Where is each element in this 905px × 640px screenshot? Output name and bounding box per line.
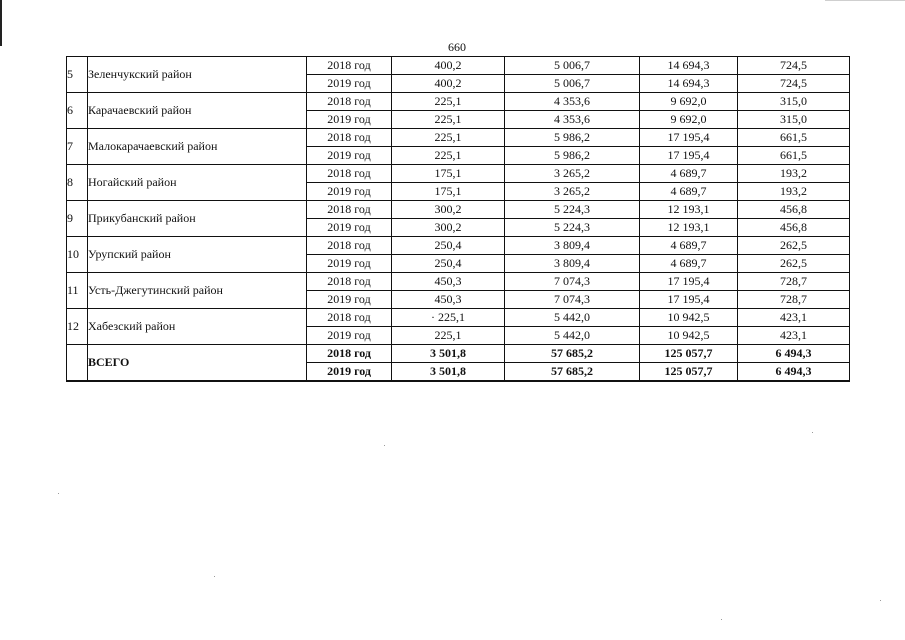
- year-cell: 2019 год: [307, 219, 392, 237]
- row-number: 8: [67, 165, 88, 201]
- district-name: Карачаевский район: [88, 93, 307, 129]
- row-number: 5: [67, 57, 88, 93]
- value-cell: 728,7: [738, 273, 850, 291]
- scan-edge-top: [825, 0, 905, 1]
- value-cell: 7 074,3: [505, 291, 640, 309]
- value-cell: 4 689,7: [640, 165, 738, 183]
- year-cell: 2019 год: [307, 147, 392, 165]
- district-name: Урупский район: [88, 237, 307, 273]
- year-cell: 2019 год: [307, 363, 392, 382]
- total-value-cell: 125 057,7: [640, 363, 738, 382]
- total-value-cell: 3 501,8: [392, 363, 505, 382]
- year-cell: 2019 год: [307, 111, 392, 129]
- value-cell: 724,5: [738, 75, 850, 93]
- value-cell: 5 224,3: [505, 219, 640, 237]
- value-cell: 315,0: [738, 111, 850, 129]
- year-cell: 2018 год: [307, 57, 392, 75]
- value-cell: 10 942,5: [640, 309, 738, 327]
- total-row: [67, 345, 850, 363]
- value-cell: · 225,1: [392, 309, 505, 327]
- table-row: [67, 93, 850, 111]
- value-cell: 17 195,4: [640, 291, 738, 309]
- value-cell: 9 692,0: [640, 93, 738, 111]
- value-cell: 315,0: [738, 93, 850, 111]
- district-name: Усть-Джегутинский район: [88, 273, 307, 309]
- value-cell: 4 689,7: [640, 237, 738, 255]
- year-cell: 2018 год: [307, 93, 392, 111]
- value-cell: 4 353,6: [505, 111, 640, 129]
- table-row: [67, 309, 850, 327]
- district-name: Малокарачаевский район: [88, 129, 307, 165]
- year-cell: 2018 год: [307, 129, 392, 147]
- value-cell: 300,2: [392, 201, 505, 219]
- value-cell: 5 006,7: [505, 57, 640, 75]
- district-name: Прикубанский район: [88, 201, 307, 237]
- value-cell: 3 809,4: [505, 255, 640, 273]
- value-cell: 9 692,0: [640, 111, 738, 129]
- value-cell: 225,1: [392, 93, 505, 111]
- table-row: [67, 57, 850, 75]
- value-cell: 225,1: [392, 111, 505, 129]
- value-cell: 175,1: [392, 183, 505, 201]
- value-cell: 5 986,2: [505, 129, 640, 147]
- scan-speck: [58, 493, 59, 494]
- row-number: 9: [67, 201, 88, 237]
- value-cell: 225,1: [392, 147, 505, 165]
- total-value-cell: 6 494,3: [738, 363, 850, 382]
- scan-speck: [880, 600, 881, 601]
- value-cell: 5 442,0: [505, 309, 640, 327]
- year-cell: 2018 год: [307, 345, 392, 363]
- value-cell: 262,5: [738, 255, 850, 273]
- value-cell: 10 942,5: [640, 327, 738, 345]
- year-cell: 2019 год: [307, 255, 392, 273]
- scan-speck: [812, 432, 813, 433]
- row-number: 12: [67, 309, 88, 345]
- data-table: [66, 56, 850, 382]
- value-cell: 14 694,3: [640, 57, 738, 75]
- value-cell: 661,5: [738, 147, 850, 165]
- value-cell: 450,3: [392, 273, 505, 291]
- value-cell: 7 074,3: [505, 273, 640, 291]
- scan-speck: [214, 576, 215, 577]
- value-cell: 17 195,4: [640, 129, 738, 147]
- year-cell: 2019 год: [307, 75, 392, 93]
- value-cell: 193,2: [738, 165, 850, 183]
- value-cell: 5 006,7: [505, 75, 640, 93]
- value-cell: 456,8: [738, 219, 850, 237]
- scan-speck: [721, 619, 722, 620]
- value-cell: 3 265,2: [505, 165, 640, 183]
- row-number: 6: [67, 93, 88, 129]
- year-cell: 2019 год: [307, 183, 392, 201]
- value-cell: 423,1: [738, 327, 850, 345]
- value-cell: 400,2: [392, 75, 505, 93]
- value-cell: 12 193,1: [640, 201, 738, 219]
- total-value-cell: 125 057,7: [640, 345, 738, 363]
- district-name: Хабезский район: [88, 309, 307, 345]
- value-cell: 3 809,4: [505, 237, 640, 255]
- value-cell: 4 689,7: [640, 183, 738, 201]
- value-cell: 400,2: [392, 57, 505, 75]
- table-row: [67, 129, 850, 147]
- value-cell: 225,1: [392, 129, 505, 147]
- value-cell: 5 986,2: [505, 147, 640, 165]
- value-cell: 5 224,3: [505, 201, 640, 219]
- table-row: [67, 273, 850, 291]
- value-cell: 661,5: [738, 129, 850, 147]
- page-number: 660: [448, 40, 466, 54]
- value-cell: 12 193,1: [640, 219, 738, 237]
- year-cell: 2018 год: [307, 309, 392, 327]
- value-cell: 262,5: [738, 237, 850, 255]
- value-cell: 193,2: [738, 183, 850, 201]
- value-cell: 14 694,3: [640, 75, 738, 93]
- value-cell: 4 353,6: [505, 93, 640, 111]
- value-cell: 175,1: [392, 165, 505, 183]
- year-cell: 2019 год: [307, 327, 392, 345]
- scan-speck: [384, 445, 385, 446]
- year-cell: 2018 год: [307, 201, 392, 219]
- total-value-cell: 6 494,3: [738, 345, 850, 363]
- value-cell: 17 195,4: [640, 147, 738, 165]
- value-cell: 4 689,7: [640, 255, 738, 273]
- row-number: 7: [67, 129, 88, 165]
- value-cell: 728,7: [738, 291, 850, 309]
- value-cell: 423,1: [738, 309, 850, 327]
- row-number: 11: [67, 273, 88, 309]
- total-label: ВСЕГО: [88, 345, 307, 382]
- table-row: [67, 165, 850, 183]
- value-cell: 250,4: [392, 237, 505, 255]
- district-name: Ногайский район: [88, 165, 307, 201]
- year-cell: 2018 год: [307, 165, 392, 183]
- year-cell: 2018 год: [307, 273, 392, 291]
- year-cell: 2018 год: [307, 237, 392, 255]
- total-value-cell: 3 501,8: [392, 345, 505, 363]
- value-cell: 17 195,4: [640, 273, 738, 291]
- year-cell: 2019 год: [307, 291, 392, 309]
- total-value-cell: 57 685,2: [505, 363, 640, 382]
- scan-edge-left: [0, 0, 2, 46]
- table-row: [67, 201, 850, 219]
- total-value-cell: 57 685,2: [505, 345, 640, 363]
- value-cell: 250,4: [392, 255, 505, 273]
- value-cell: 5 442,0: [505, 327, 640, 345]
- district-name: Зеленчукский район: [88, 57, 307, 93]
- row-number: [67, 345, 88, 382]
- row-number: 10: [67, 237, 88, 273]
- value-cell: 724,5: [738, 57, 850, 75]
- value-cell: 456,8: [738, 201, 850, 219]
- value-cell: 300,2: [392, 219, 505, 237]
- value-cell: 3 265,2: [505, 183, 640, 201]
- table-row: [67, 237, 850, 255]
- value-cell: 225,1: [392, 327, 505, 345]
- value-cell: 450,3: [392, 291, 505, 309]
